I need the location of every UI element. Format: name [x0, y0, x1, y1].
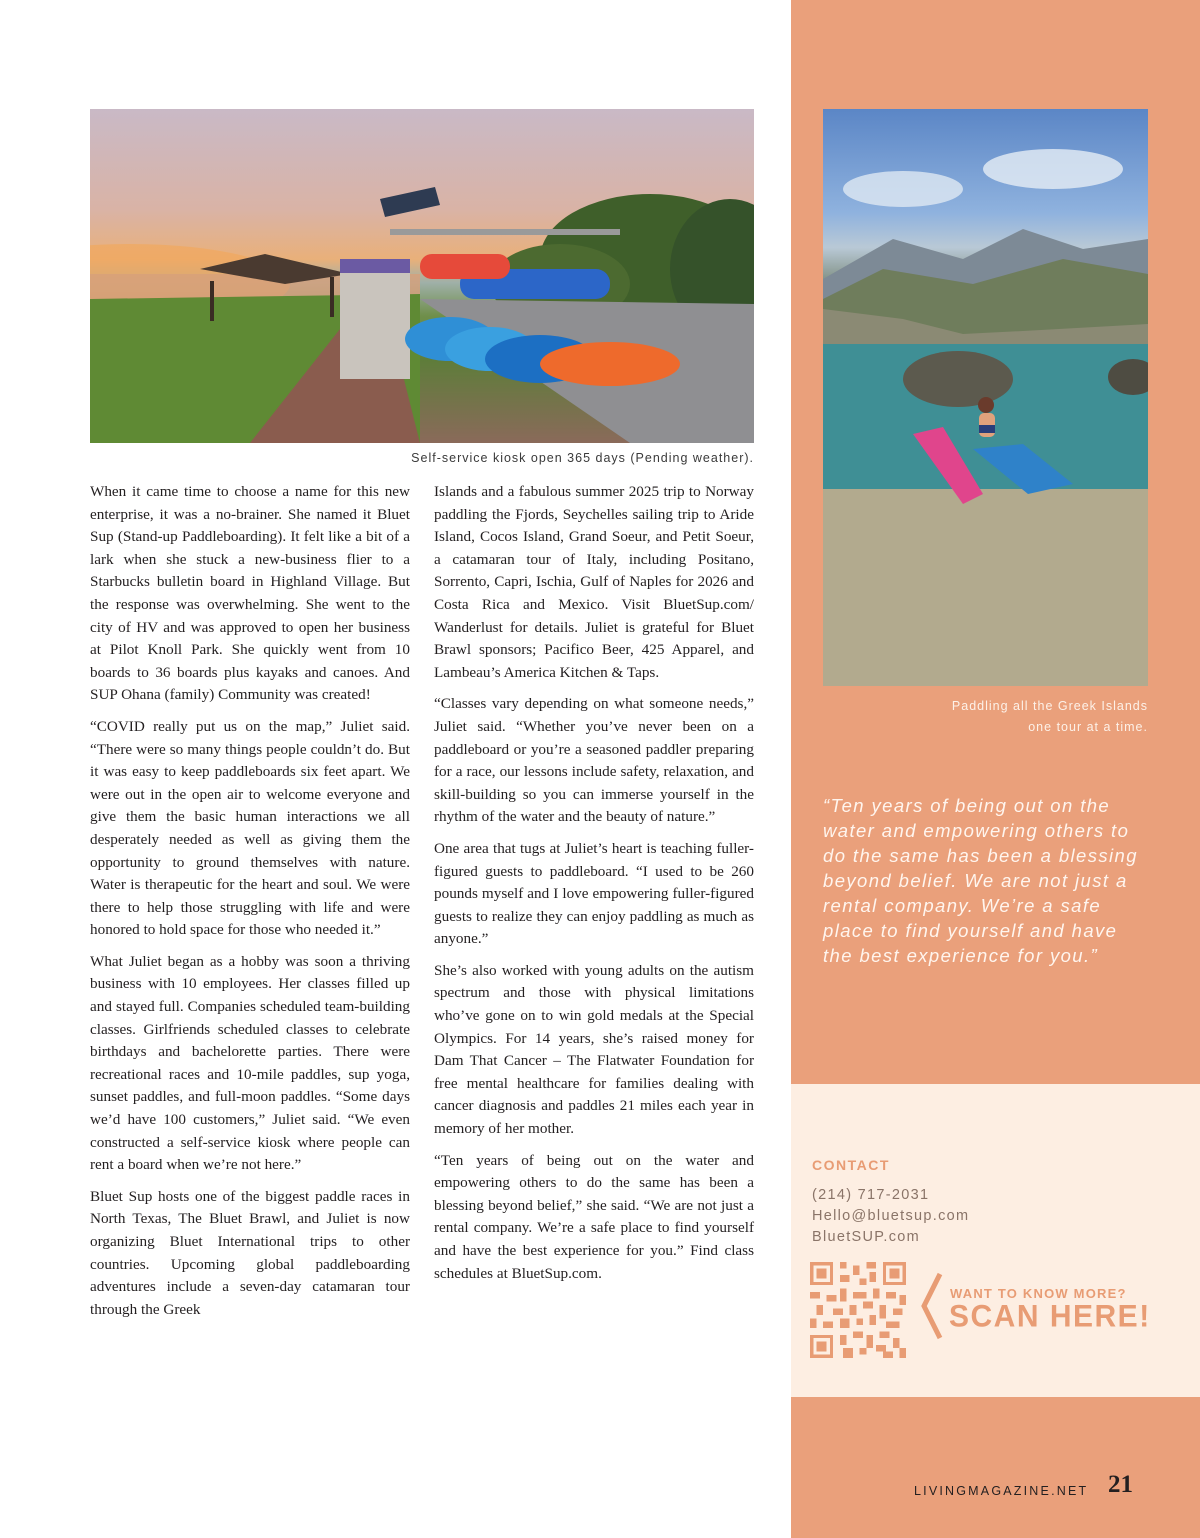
- chevron-left-icon: [918, 1270, 944, 1342]
- article-paragraph: “Classes vary depending on what someone needs,” Juliet said. “Whether you’ve never been on a paddleboard or you’re a seasoned paddler preparing for a race, our lessons include safety, relaxation, and skill-building so you can immerse yourself in the rhythm of the water and the beauty of nature.”: [434, 695, 754, 826]
- kiosk-photo-caption: Self-service kiosk open 365 days (Pending weather).: [411, 451, 754, 465]
- article-column-2: [434, 481, 754, 1294]
- article-paragraph: When it came time to choose a name for this new enterprise, it was a no-brainer. She named it Bluet Sup (Stand-up Paddleboarding). It felt like a bit of a lark when she stuck a new-business flier to a Starbucks bulletin board in Highland Village. But the response was overwhelming. She went to the city of HV and was approved to open her business at Pilot Knoll Park. She quickly went from 10 boards to 36 boards plus kayaks and canoes. And SUP Ohana (family) Community was created!: [90, 483, 410, 704]
- article-column-1: [90, 481, 410, 1330]
- article-paragraph: She’s also worked with young adults on the autism spectrum and those with physical limitations who’ve gone on to win gold medals at the Special Olympics. For 14 years, she’s raised money for Dam That Cancer – The Flatwater Foundation for free mental healthcare for families dealing with cancer diagnosis and paddles 21 miles each year in memory of her mother.: [434, 961, 754, 1138]
- article-paragraph: Bluet Sup hosts one of the biggest paddle races in North Texas, The Bluet Brawl, and Juliet is now organizing Bluet International trips to other countries. Upcoming global paddleboarding adventures include a seven-day catamaran tour through the Greek: [90, 1187, 410, 1318]
- article-paragraph: “Ten years of being out on the water and empowering others to do the same has been a blessing beyond belief,” she said. “We are not just a rental company. We’re a safe place to find yourself and have the best experience for you.” Find class schedules at BluetSup.com.: [434, 1151, 754, 1282]
- page-number: 21: [1108, 1471, 1133, 1498]
- sidebar-panel-bottom: [791, 1397, 1200, 1538]
- contact-phone[interactable]: (214) 717-2031: [812, 1187, 930, 1203]
- qr-code-icon[interactable]: [810, 1262, 906, 1358]
- greek-caption-line-1: Paddling all the Greek Islands: [951, 699, 1148, 713]
- want-to-know-more-label: WANT TO KNOW MORE?: [950, 1286, 1127, 1301]
- article-paragraph: Islands and a fabulous summer 2025 trip to Norway paddling the Fjords, Seychelles sailing trip to Aride Island, Cocos Island, Grand Soeur, and Petit Soeur, a catamaran tour of Italy, including Positano, Sorrento, Capri, Ischia, Gulf of Naples for 2026 and Costa Rica and Mexico. Visit BluetSup.com/ Wanderlust for details. Juliet is grateful for Bluet Brawl sponsors; Pacifico Beer, 425 Apparel, and Lambeau’s America Kitchen & Taps.: [434, 483, 754, 681]
- footer-website[interactable]: LIVINGMAGAZINE.NET: [914, 1484, 1089, 1498]
- greek-islands-photo: [823, 109, 1148, 686]
- article-paragraph: “COVID really put us on the map,” Juliet said. “There were so many things people couldn’t do. But it was easy to keep paddleboards six feet apart. We were out in the open air to welcome everyone and give them the basic human interactions we all desperately needed as well as giving them the opportunity to ground themselves with nature. Water is therapeutic for the heart and soul. We were there to help those struggling with life and were honored to hold space for those who needed it.”: [90, 717, 410, 939]
- scan-here-label: SCAN HERE!: [949, 1299, 1151, 1334]
- article-paragraph: One area that tugs at Juliet’s heart is teaching fuller-figured guests to paddleboard. “I used to be 260 pounds myself and I love empowering fuller-figured guests to realize they can enjoy paddling as much as anyone.”: [434, 839, 754, 948]
- pull-quote: “Ten years of being out on the water and empowering others to do the same has been a blessing beyond belief. We are not just a rental company. We’re a safe place to find yourself and have the best experience for you.”: [823, 795, 1138, 966]
- contact-website[interactable]: BluetSUP.com: [812, 1229, 921, 1245]
- contact-email[interactable]: Hello@bluetsup.com: [812, 1208, 970, 1224]
- contact-heading: CONTACT: [812, 1157, 890, 1173]
- greek-caption-line-2: one tour at a time.: [1028, 720, 1148, 734]
- greek-islands-photo-caption: [823, 696, 1148, 738]
- article-paragraph: What Juliet began as a hobby was soon a thriving business with 10 employees. Her classes filled up and stayed full. Companies scheduled team-building classes. Girlfriends scheduled classes to celebrate birthdays and bachelorette parties. There were recreational races and 10-mile paddles, sup yoga, sunset paddles, and full-moon paddles. “Some days we’d have 100 customers,” Juliet said. “We even constructed a self-service kiosk where people can rent a board when we’re not here.”: [90, 952, 410, 1174]
- kiosk-photo: [90, 109, 754, 443]
